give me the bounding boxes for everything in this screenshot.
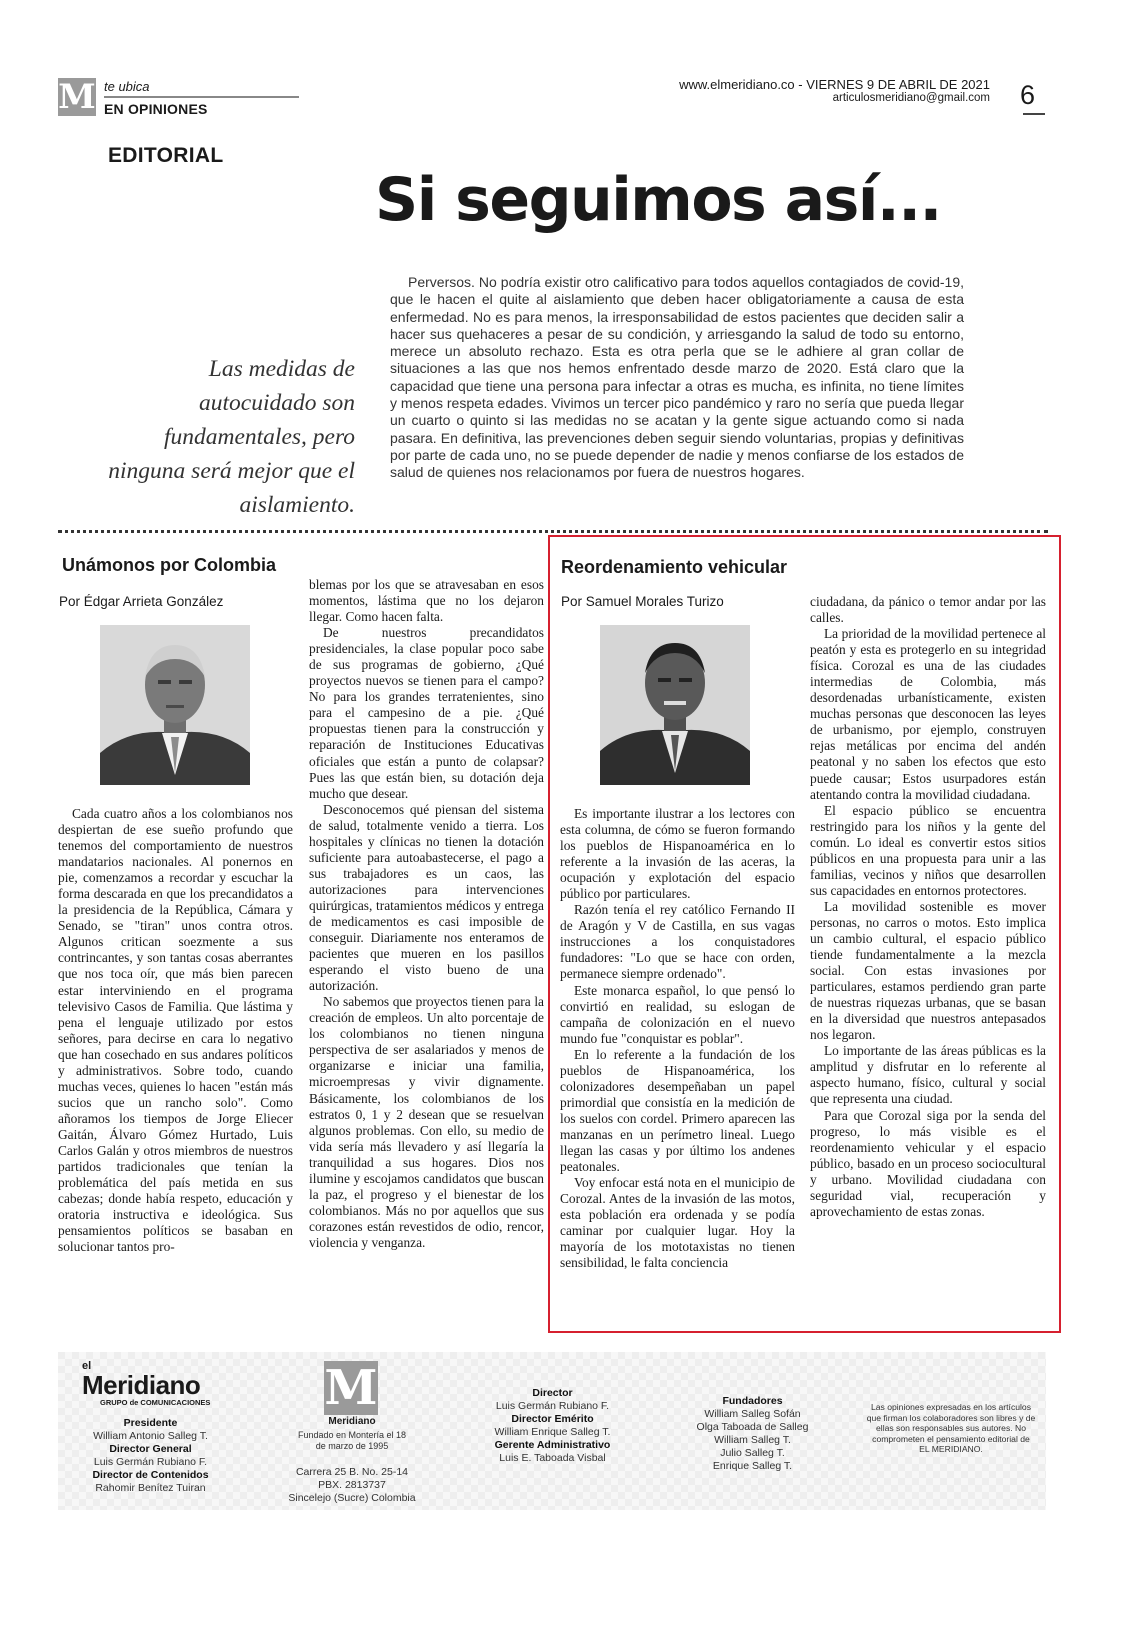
article1-title: Unámonos por Colombia xyxy=(62,555,277,575)
author-portrait-icon xyxy=(600,625,750,785)
article2-paragraph: Lo importante de las áreas públicas es la amplitud y disfrutar en lo referente al aspecto humano, físico, cultural y social que representa una ciudad. xyxy=(810,1043,1046,1107)
footer-city: Sincelejo (Sucre) Colombia xyxy=(288,1492,416,1504)
staff-name: William Enrique Salleg T. xyxy=(494,1426,611,1438)
brand-divider xyxy=(104,96,299,98)
footer-brand xyxy=(82,1360,210,1407)
staff-name: Luis Germán Rubiano F. xyxy=(495,1400,610,1412)
article2-column-2 xyxy=(810,594,1046,1220)
editorial-body xyxy=(390,274,964,482)
footer-staff-1 xyxy=(58,1417,243,1495)
article1-byline: Por Édgar Arrieta González xyxy=(59,594,224,609)
brand-tagline: te ubica xyxy=(104,79,150,94)
article1-paragraph: blemas por los que se atravesaban en esos momentos, lástima que no los dejaron llegar. Como hacen falta. xyxy=(309,577,544,625)
footer-staff-2 xyxy=(470,1387,635,1465)
article2-paragraph: Este monarca español, lo que pensó lo convirtió en realidad, su eslogan de campaña de colonización en el nuevo mundo fue "conquistar es poblar". xyxy=(560,982,795,1046)
article1-author-photo xyxy=(100,625,250,785)
meridiano-logo: M xyxy=(58,77,96,117)
section-label: EN OPINIONES xyxy=(104,101,208,117)
article1-paragraph: Cada cuatro años a los colombianos nos despiertan de ese sueño profundo que tenemos del comportamiento de nuestros mandatarios nacionales. Al ponernos en pie, comenzamos a recordar y escuchar la forma descarada en que los precandidatos a la presidencia de la República, Cámara y Senado, se "tiran" unos contra otros. Algunos critican soezmente a sus contrincantes, y son tantas cosas aberrantes que nos toca oír, que más bien parecen estar interviniendo en el programa televisivo Casos de Familia. Que lástima y pena el lenguaje utilizado por estos señores, para decirse en cara lo negativo que han cosechado en sus andares políticos y administrativos. Sobre todo, cuando muchas veces, quienes lo hacen "están más sucios que un rancho solo". Como añoramos los tiempos de Jorge Eliecer Gaitán, Álvaro Gómez Hurtado, Luis Carlos Galán y otros miembros de nuestros partidos tradicionales que tenían la problemática del país metida en sus cabezas; donde había respeto, educación y oratoria instructiva e ideológica. Sus pensamientos políticos se basaban en solucionar tantos pro- xyxy=(58,806,293,1255)
article1-paragraph: Desconocemos qué piensan del sistema de salud, totalmente venido a tierra. Los hospitales y clínicas no tienen la dotación suficiente para autoabastecerse, el pago a sus trabajadores es un caos, las autorizaciones para intervenciones quirúrgicas, tratamientos médicos y entrega de medicamentos es casi imposible de conseguir. Diariamente nos enteramos de pacientes que mueren en los pasillos esperando el visto bueno de una autorización. xyxy=(309,801,544,994)
footer-brand-top: el xyxy=(82,1360,92,1372)
footer-disclaimer: Las opiniones expresadas en los artículos que firman los colaboradores son libres y de ellas son responsables sus autores. No comprometen el pensamiento editorial de EL MERIDIANO. xyxy=(866,1402,1036,1454)
staff-role: Director General xyxy=(109,1443,192,1455)
article1-paragraph: No sabemos que proyectos tienen para la creación de empleos. Un alto porcentaje de los colombianos no tienen ninguna perspectiva de ser asalariados y menos de organizarse e iniciar una familia, microempresas y vivir dignamente. Básicamente, los colombianos de los estratos 0, 1 y 2 desean que se resuelvan algunos problemas. Con ello, su medio de vida sería más llevadero y así llegaría la tranquilidad a sus hogares. Dios nos ilumine y escojamos candidatos que buscan la paz, el progreso y el bienestar de los colombianos. Más no por aquellos que sus corazones están revestidos de odio, rencor, violencia y venganza. xyxy=(309,994,544,1250)
article2-paragraph: Es importante ilustrar a los lectores con esta columna, de cómo se fueron formando los pueblos de Hispanoamérica en lo referente a la invasión de las aceras, la ocupación y explotación del espacio público por particulares. xyxy=(560,806,795,902)
footer-logo-word: Meridiano xyxy=(328,1416,376,1427)
footer-founders xyxy=(680,1395,825,1473)
article2-paragraph: La movilidad sostenible es mover personas, no carros o motos. Esto implica un cambio cultural, el espacio público tiende fundamentalmente a la mezcla social. Con estas invasiones por particulares, estamos perdiendo gran parte de nuestras riquezas urbanas, que se basan en la diversidad que nuestros antepasados nos legaron. xyxy=(810,898,1046,1043)
editorial-section-title: EDITORIAL xyxy=(108,144,224,167)
article2-paragraph: La prioridad de la movilidad pertenece al peatón y esta es protegerlo en su integridad física. Corozal es una de las ciudades intermedias de Colombia, más desordenadas urbanísticamente, existen muchas personas que desconocen las leyes de urbanismo, por ejemplo, construyen rejas metálicas por encima del andén peatonal y no saben los efectos que esto puede causar; Estos usurpadores están atentando contra la movilidad ciudadana. xyxy=(810,626,1046,802)
staff-role: Gerente Administrativo xyxy=(494,1439,611,1451)
article2-paragraph: ciudadana, da pánico o temor andar por las calles. xyxy=(810,594,1046,626)
section-divider xyxy=(58,530,1048,533)
author-portrait-icon xyxy=(100,625,250,785)
footer-address-block xyxy=(282,1466,422,1505)
article2-column-1 xyxy=(560,806,795,1271)
founder-name: Olga Taboada de Salleg xyxy=(696,1421,809,1433)
staff-role: Director de Contenidos xyxy=(92,1469,209,1481)
article2-byline: Por Samuel Morales Turizo xyxy=(561,594,724,609)
page-number: 6 xyxy=(1020,80,1036,110)
staff-name: William Antonio Salleg T. xyxy=(93,1430,208,1442)
footer-logo-m: M xyxy=(324,1360,378,1416)
founder-name: Julio Salleg T. xyxy=(720,1447,785,1459)
footer-brand-name: Meridiano xyxy=(82,1370,201,1400)
staff-role: Director xyxy=(532,1387,573,1399)
header-email: articulosmeridiano@gmail.com xyxy=(832,92,990,104)
article2-author-photo xyxy=(600,625,750,785)
page-number-underline xyxy=(1023,113,1045,115)
founders-title: Fundadores xyxy=(722,1395,783,1407)
article2-paragraph: Para que Corozal siga por la senda del progreso, lo más visible es el reordenamiento vehicular y el espacio público, basado en un proceso sociocultural y urbano. Movilidad ciudadana con seguridad vial, recuperación y aprovechamiento de estas zonas. xyxy=(810,1107,1046,1219)
editorial-paragraph: Perversos. No podría existir otro calificativo para todos aquellos contagiados de covid-19, que le hacen el quite al aislamiento que deben hacer obligatoriamente a causa de esta enfermedad. No es para menos, la irresponsabilidad de estos pacientes que deciden salir a hacer sus quehaceres a pesar de su condición, y arriesgando la salud de todo su entorno, merece un absoluto rechazo. Esta es otra perla que se le adhiere al gran collar de situaciones a las que nos hemos enfrentado desde marzo de 2020. Está claro que la capacidad que tiene una persona para infectar a otras es mucha, es infinita, no tiene límites y menos respeta edades. Vivimos un tercer pico pandémico y raro no sería que pueda llegar un cuarto o quinto si las medidas no se acatan y la gente sigue actuando como si nada pasara. En definitiva, las prevenciones deben seguir siendo voluntarias, propias y definitivas por parte de cada uno, no se puede depender de nadie y menos confiarse de los estados de salud de quienes nos relacionamos por fuera de nuestros hogares. xyxy=(390,274,964,481)
staff-name: Luis Germán Rubiano F. xyxy=(93,1456,208,1468)
editorial-headline: Si seguimos así... xyxy=(375,165,941,235)
article2-title: Reordenamiento vehicular xyxy=(561,557,788,577)
article1-paragraph: De nuestros precandidatos presidenciales, la clase popular poco sabe de sus programas de gobierno, ¿Qué proyectos nuevos se tienen para el campo? No para los grandes terratenientes, sino para el campesino de a pie. ¿Qué propuestas tienen para la construcción y reparación de Instituciones Educativas oficiales que están a punto de colapsar? Pues las que están bien, su dotación deja mucho que desear. xyxy=(309,625,544,801)
article2-paragraph: En lo referente a la fundación de los pueblos de Hispanoamérica, los colonizadores desempeñaban un papel primordial que consistía en la medición de los suelos con cordel. Primero aparecen las manzanas en un perímetro lineal. Luego llegan las casas y por último los andenes peatonales. xyxy=(560,1046,795,1175)
founder-name: William Salleg Sofán xyxy=(704,1408,801,1420)
article2-paragraph: Razón tenía el rey católico Fernando II de Aragón y V de Castilla, en sus vagas instrucciones a los conquistadores fundadores: "Lo que se hace con orden, permanece siempre ordenado". xyxy=(560,902,795,982)
header-date-line: www.elmeridiano.co - VIERNES 9 DE ABRIL DE 2021 xyxy=(679,77,990,92)
staff-name: Rahomir Benítez Tuiran xyxy=(95,1482,206,1494)
article2-paragraph: Voy enfocar está nota en el municipio de Corozal. Antes de la invasión de las motos, esta población era ordenada y se podía caminar por cualquier lugar. Hoy la mayoría de los mototaxistas no tienen sensibilidad, le falta conciencia xyxy=(560,1175,795,1271)
footer-address: Carrera 25 B. No. 25-14 xyxy=(295,1466,409,1478)
staff-name: Luis E. Taboada Visbal xyxy=(499,1452,606,1464)
article1-column-1 xyxy=(58,806,293,1255)
staff-role: Director Emérito xyxy=(511,1413,594,1425)
founder-name: William Salleg T. xyxy=(714,1434,791,1446)
founder-name: Enrique Salleg T. xyxy=(712,1460,793,1472)
article1-column-2 xyxy=(309,577,544,1251)
staff-role: Presidente xyxy=(123,1417,178,1429)
editorial-pull-quote: Las medidas de autocuidado son fundamentales, pero ninguna será mejor que el aislamiento. xyxy=(108,356,355,518)
footer-brand-group: GRUPO de COMUNICACIONES xyxy=(100,1398,211,1407)
footer-founded: Fundado en Montería el 18 de marzo de 1995 xyxy=(297,1430,407,1451)
footer-pbx: PBX. 2813737 xyxy=(318,1479,386,1491)
article2-paragraph: El espacio público se encuentra restringido para los niños y la gente del común. Lo ideal es convertir estos sitios públicos en una propuesta para unir a las familias, vecinos y niños que desarrollen sus capacidades en entornos protectores. xyxy=(810,802,1046,898)
